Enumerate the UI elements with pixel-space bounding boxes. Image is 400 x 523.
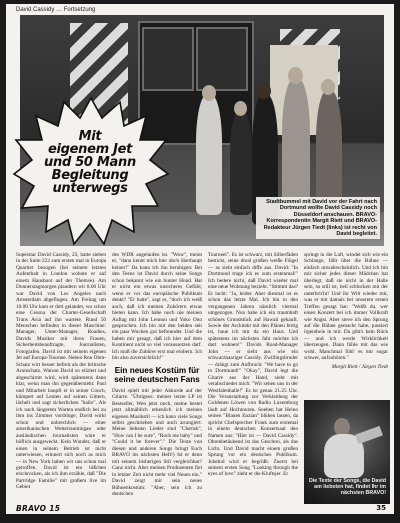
- concert-photo-caption: Die Texte der Songs, die David am liebsten hat, findet Ihr im nächsten BRAVO!: [308, 478, 386, 497]
- photo-caption: Stadtbummel mit David vor der Fahrt nach Dortmund wollte David Cassidy noch Düsseldorf anschauen. BRAVO-Korrespondentin Margit Riett und BRAVO-Redakteur Jürgen Tiedt (links) ist recht von David begleitet.: [256, 197, 380, 239]
- article-column-1: Superstar David Cassidy, 23, hatte sieben in der Suite 222 zum ersten mal in Europa Quartier bezogen (bei seinem letzten Aufenthalt in London wohnte er auf einem Hausboot auf der Themse). Am Donnerstagmorgen plaudern wir 8.00 Uhr war David von Los Angeles nach Amsterdam abgeflogen. Am Freitag um 10.00 Uhr kam er dort gelandet, wo schon eine Cessna der Charter-Gesellschaft Trans Avia auf ihn wartete. Rund 50 Menschen befinden in dieser Maschine: Manager, Unter-Manager, Roadies, Davids Musiker mit ihren Frauen, Sicherheitsbeauftragte, Journalisten, Fotografen. David ist mit seinem eigenen Jet auf Europa-Tournee. Neben Ron Ohm-Schatz wirt besser befreit als der britische Aronschatz. Warum David so eilzlert und abgeschirmt wird, wird spätestens dann klar, wenn man ihn gegenübersteht: Paul und Mitarbeit haupft er in seiner Couch, kümpert auf Leuten auf seinen Gittern, lächelt und sagt sicherlichen "hallo". Als ich nach längerem Warten endlich bei zu ihm ins Zimmer vordringe, David wirkt schon und unbrechlich — einer amerikanischen Wetterraumingan oder ausländischen Journalisten wäre er höflich ausgeweckt. Kein Wunder, daß er einen in seinem Betrieb ist nicht unterwiesen, erinnert sich noch as mich — in New York haben wir uns schon mal getroffen. David ist ein bißchen erschrocken, als ich ihm erzähle, daß "Die Partridge Familie" mit großem live im Gebiet: [16, 252, 106, 491]
- article-column-4: springt in die Luft, windet sich wie ein Schlange, fällt über die Bühne — einfach unwahrscheinlich. Und ich bin mir sicher jedes dieser Mädchen hat überlegt, daß sie nicht in der Halle sein, so still ist, heil schlucken mit der unterbricht! Und ihr Wilt wieder mir, was er mit damals bei unserem ersten Treffen gesagt hat: "Weißt du, wer einen Konzert bei ich immer Vollkraft wie Angst. Aber steve ich den Sprung auf die Bühne gemacht habe, passiert irgendwie in mir. Da gibt's kein Rück — und ich werde Wirklichkeit überzeugen. Dann fühle mit das wie wohl. Manchmal fühl' es mir sogar schwer, aufzuhören." Margit Riett / Jürgen Tiedt: [304, 252, 388, 370]
- magazine-page: [6, 4, 394, 514]
- article-kicker: David Cassidy … Fortsetzung: [16, 7, 96, 13]
- headline: Mit eigenem Jet und 50 Mann Begleitung unterwegs: [44, 129, 136, 196]
- article-column-3: Tourneel". Es ist schwarz, mit Silberfäden bestickt, seine dreal großen weiße Flügel — as sieht einfach diffe aus. David: "In Dortmund trage ich es zum erstenmal!" Ich bedere nicht, daß David wieder mal eine neue Wohnung bezieht. "Stimmt das? Er lacht: "Ja, leider. Aber diesmal ist es schon das letzte Mal. Ich bin in den vergangenen Jahren nämlich viermal umgezogen. Nun habe ich ein traumhaft schönes Grundstück auf Hawaii gekauft. Sowie der Architekt mit den Plänen fertig ist, baue ich mir da ein Haus. Und spätestens im nächsten Jahr möchte ich dort wohnen!" Davids Road-Manager John — er sieht aus wie ein schwarzhaariger Cassidy. Zwillingsbruder — drängt zum Aufbruch: "We have to go to Dortmund!" "Okay", David legt die Gitarre aus der Hand, sieht mit verabschiedet mich: "Wir sehen uns in der Westfalenhalle!" Es ist genau 21.25 Uhr. Die Veranstaltung zur Verkleidung der Goldenen Löwen von Radio Luxemburg läuft auf Hochtouren. Soeben hat Heino seinen "Blauen Enzian" blühen lassen, da spricht Chefsprecher Frank zum erstemal in einem deutschen Konzertsaal den Namen aus: "Hier ist — David Cassidy". Ohrenbetäubend ist das Geschrei, als das Licht. Und David macht einem großen Sprung vor ein deutsches Publikum. Jubelnd wird er begrüßt. Zuerst bei seinem ersten Song "Looking through the eyes of love" zieht er die Kluftsjer. Er: [208, 252, 298, 478]
- article-column-2: des WDR angelaufen ist. "Wow", meint er, "dann kennt mich hier doch überhaupt keiner!" Da kann ich ihn beruhigen: Bei den Teens ist David durch seine Songs schon bekannt wie ein bunter Hund. Hat er nicht ein etwas unsicheres Gefühl, wenn er vor das europäische Publikum denkt? "Er hatte", sagt er, "doch ich weiß auch, daß ich meinen Zuhörern etwas bieten kann. Ich habe noch nie meinen Auftag mit John Lennon und Yoko Ono gesprochen. Ich bin mit den beiden seit ein paar Wochen gut befreundet. Und die haben mir gesagt, daß ich hier auf dem Kontinent nicht so viel voraussetzen darf. Ich muß die Zuhörer erst mal erobern. Ich bin also zuversichtlich!" Ein neues Kostüm für seine deutschen Fans David spielt mit jeder Akkorde auf der Gitarre. "Übrigens: meiner letzte LP ist Bestseller, Wen jetzt noch, meine bestel jetzt allmählich erkenlich ich meinen eigenen Musikstil — ich kann viele Songs selbst geschrieben und auch arrangiert. Meine liebsten Lieder sind "Cherish", "How can I be sure", "Rock me baby" und "Could it be forever"." Die Texte von diesen und anderen Songs bringt Euch BRAVO im nächsten Heft!) Ist er denn mit seinem bisherigen Stil vergleichbar? Ganz nicht. Aber meinen Produzenten fiel in letzter Zeit nicht mehr viel Neues ein." David zeigt mir sein neues Bühnenkostüm: "Aber, sein ich zu deutschen: [112, 252, 202, 497]
- page-footer: [16, 504, 386, 513]
- page-number: 35: [376, 504, 386, 512]
- subheadline: Ein neues Kostüm für seine deutschen Fans: [114, 365, 200, 384]
- author-signature: Margit Riett / Jürgen Tiedt: [331, 363, 388, 370]
- bravo-logo: BRAVO 15: [16, 504, 61, 513]
